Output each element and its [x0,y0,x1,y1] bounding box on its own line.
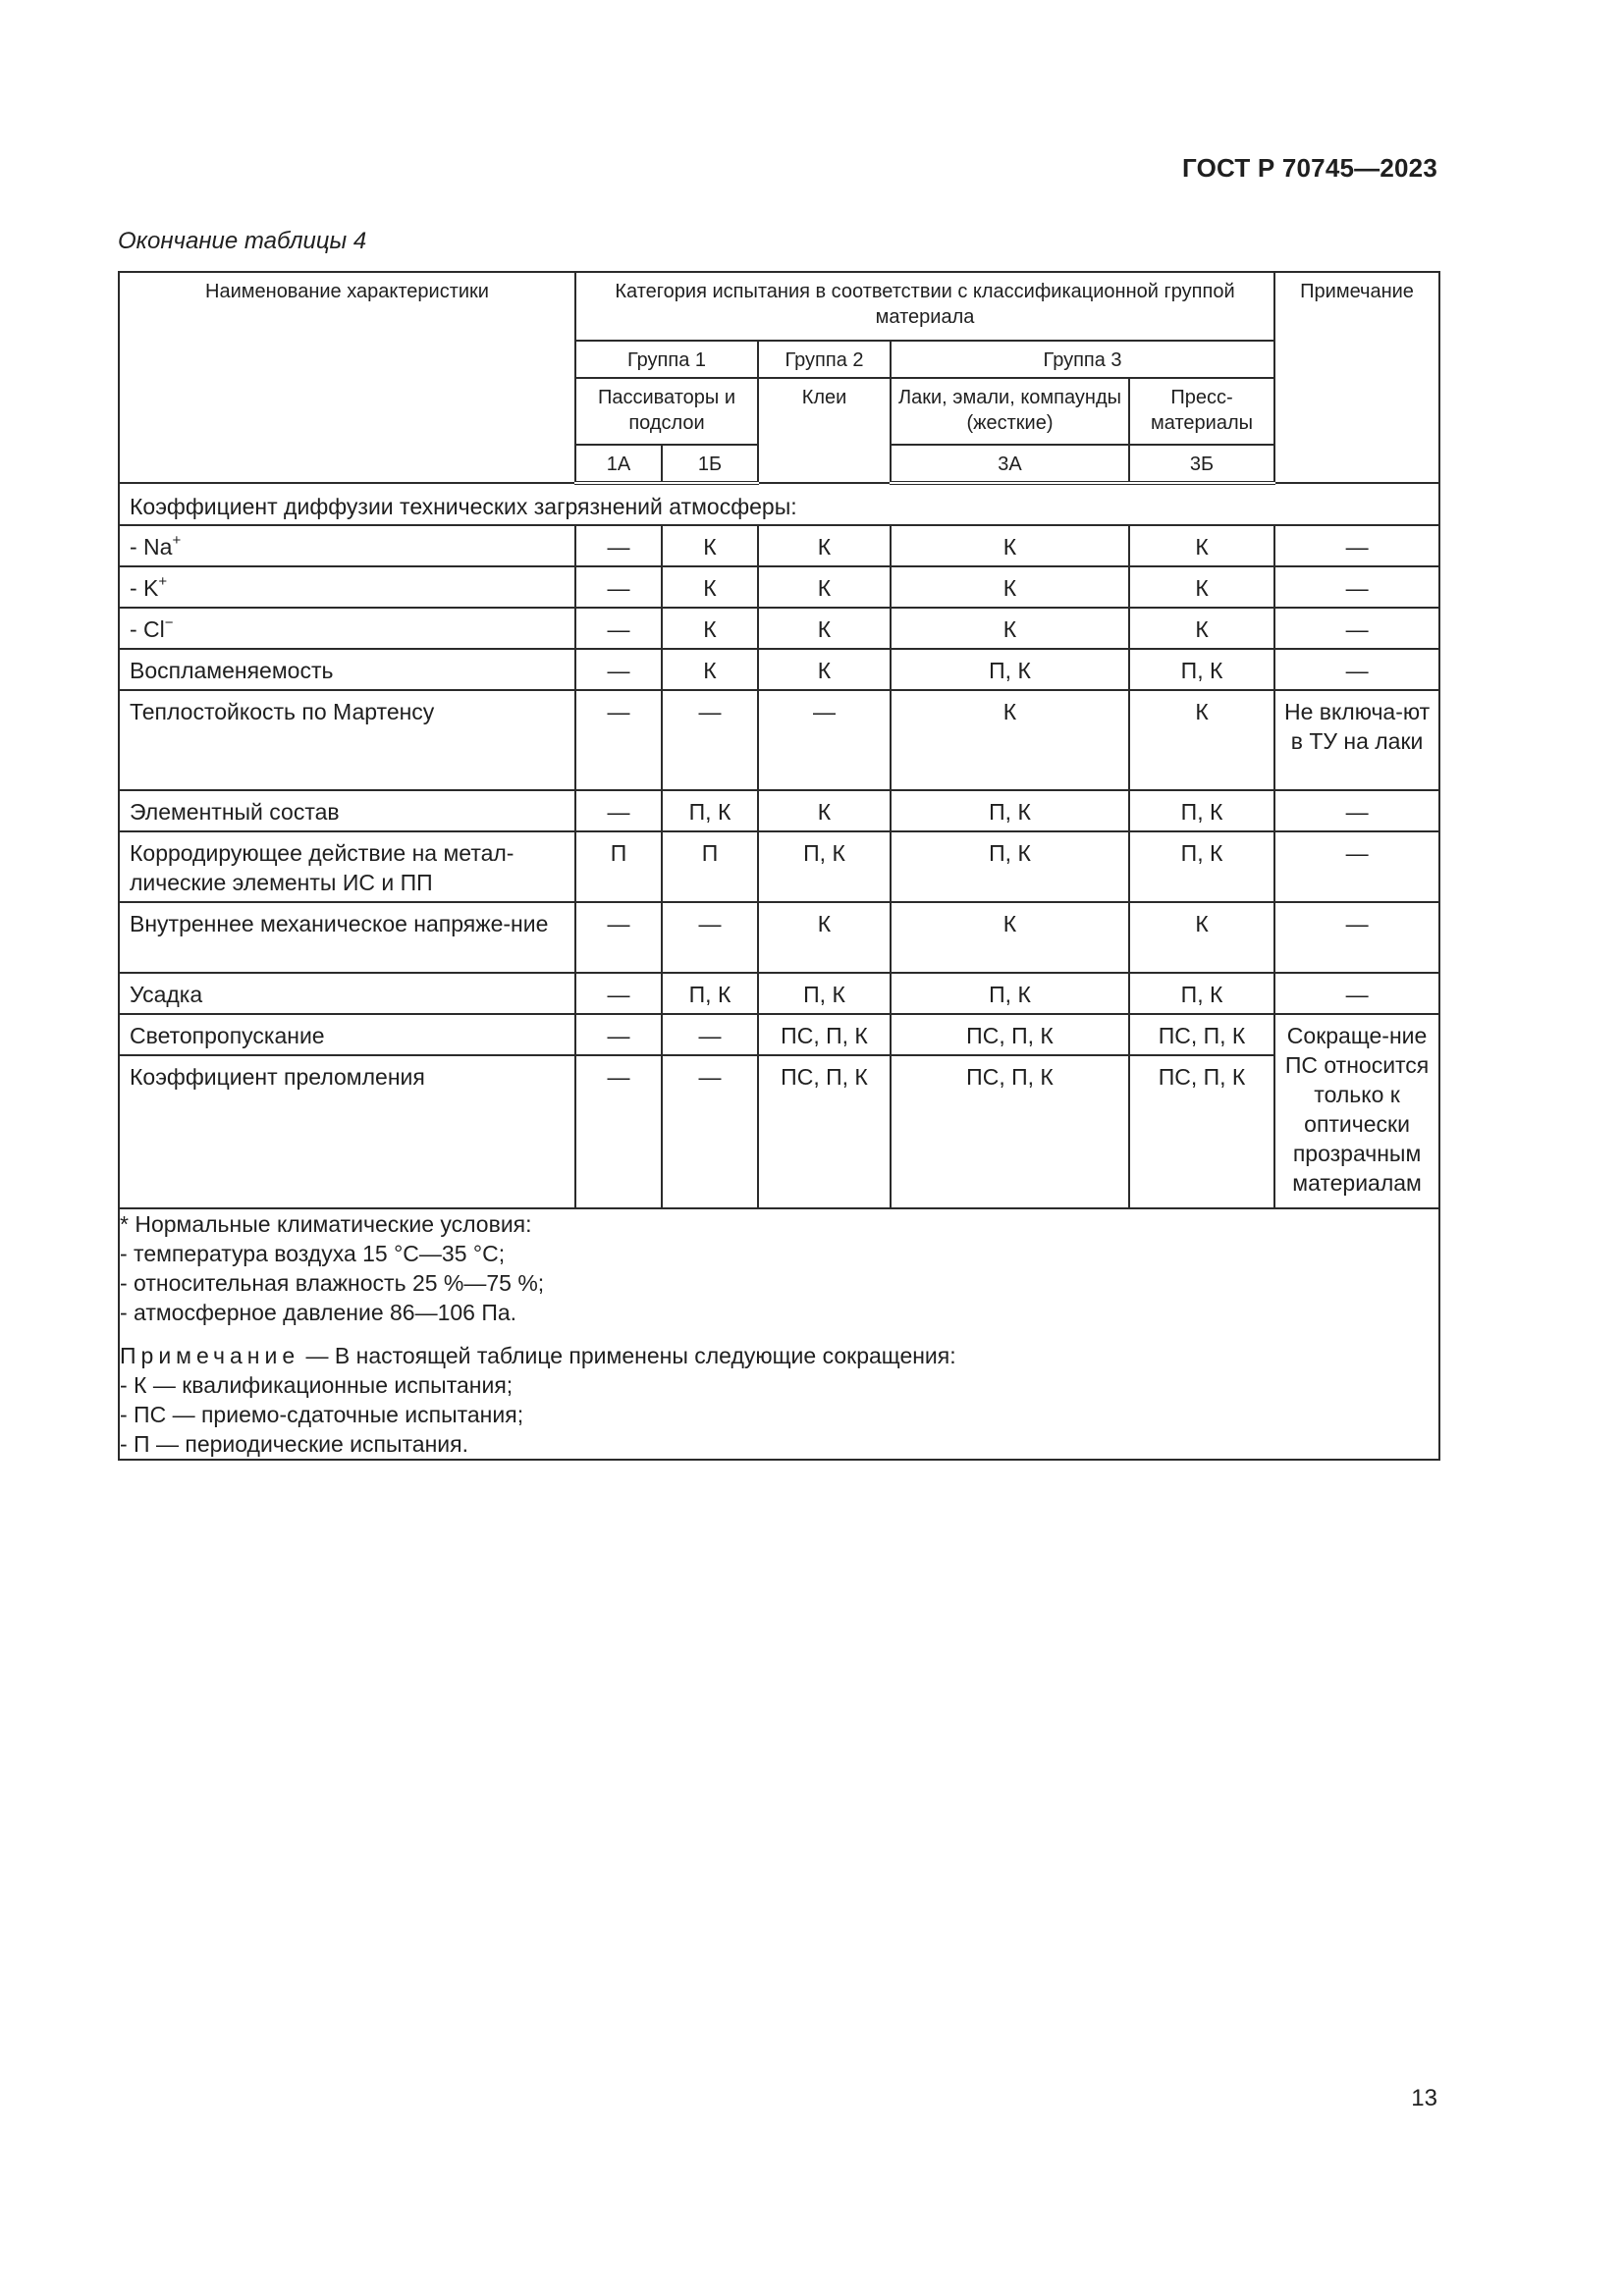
header-press: Пресс-материалы [1129,378,1274,445]
cell-1a: — [575,1055,662,1208]
cell-3a: К [891,566,1129,608]
row-name: - Na+ [119,525,575,566]
cell-3b: ПС, П, К [1129,1014,1274,1055]
cell-1a: — [575,608,662,649]
cell-note: — [1274,649,1439,690]
table-row [119,649,1439,690]
footer-line: - относительная влажность 25 %—75 %; [120,1270,545,1296]
header-category: Категория испытания в соответствии с классификационной группой материала [575,272,1274,341]
cell-3a: К [891,690,1129,790]
header-code-1b: 1Б [662,445,758,483]
cell-1b: К [662,649,758,690]
row-name: - Cl− [119,608,575,649]
cell-note: — [1274,790,1439,831]
cell-3a: ПС, П, К [891,1014,1129,1055]
cell-1b: К [662,608,758,649]
cell-3a: П, К [891,790,1129,831]
table-row [119,790,1439,831]
cell-2: К [758,608,891,649]
cell-3a: К [891,525,1129,566]
cell-3a: П, К [891,649,1129,690]
cell-1b: — [662,1014,758,1055]
table-row [119,1055,1439,1208]
cell-1b: П [662,831,758,902]
cell-1b: — [662,902,758,973]
table-footer [119,1208,1439,1460]
header-passivators: Пассиваторы и подслои [575,378,758,445]
cell-2: К [758,902,891,973]
cell-1b: П, К [662,790,758,831]
cell-note: — [1274,831,1439,902]
section-title: Коэффициент диффузии технических загрязнений атмосферы: [119,483,1439,525]
cell-3b: К [1129,690,1274,790]
header-note: Примечание [1274,272,1439,483]
cell-note-merged: Сокраще-ние ПС относится только к оптически прозрачным материалам [1274,1014,1439,1208]
cell-1b: — [662,690,758,790]
cell-note: Не включа-ют в ТУ на лаки [1274,690,1439,790]
cell-1a: — [575,690,662,790]
cell-1a: — [575,525,662,566]
header-group-1: Группа 1 [575,341,758,378]
note-text: — В настоящей таблице применены следующие сокращения: [299,1343,956,1368]
row-name: Элементный состав [119,790,575,831]
footer-line: - ПС — приемо-сдаточные испытания; [120,1402,524,1427]
footer-note [120,1341,1438,1370]
page-number: 13 [1411,2085,1437,2111]
cell-3a: ПС, П, К [891,1055,1129,1208]
footer-line: * Нормальные климатические условия: [120,1211,532,1237]
row-name: Внутреннее механическое напряже-ние [119,902,575,973]
cell-1a: — [575,902,662,973]
table-row [119,566,1439,608]
cell-1a: — [575,790,662,831]
row-name: Теплостойкость по Мартенсу [119,690,575,790]
cell-note: — [1274,608,1439,649]
cell-3b: П, К [1129,831,1274,902]
cell-1a: — [575,566,662,608]
cell-2: К [758,790,891,831]
cell-1a: — [575,1014,662,1055]
cell-3b: П, К [1129,973,1274,1014]
table-row [119,902,1439,973]
footer-line: - температура воздуха 15 °C—35 °C; [120,1241,506,1266]
cell-3b: К [1129,566,1274,608]
cell-1b: — [662,1055,758,1208]
cell-1a: — [575,649,662,690]
header-group-3: Группа 3 [891,341,1274,378]
row-name: Воспламеняемость [119,649,575,690]
cell-2: К [758,649,891,690]
table-row [119,973,1439,1014]
row-name: - K+ [119,566,575,608]
section-row [119,483,1439,525]
header-lacquers: Лаки, эмали, компаунды (жесткие) [891,378,1129,445]
cell-3b: П, К [1129,790,1274,831]
row-name: Светопропускание [119,1014,575,1055]
header-code-3a: 3А [891,445,1129,483]
note-label: Примечание [120,1343,300,1368]
footer-row [119,1208,1439,1460]
cell-2: К [758,566,891,608]
cell-1a: — [575,973,662,1014]
cell-3b: К [1129,525,1274,566]
cell-3a: П, К [891,831,1129,902]
cell-note: — [1274,902,1439,973]
cell-2: ПС, П, К [758,1055,891,1208]
cell-3b: П, К [1129,649,1274,690]
cell-2: П, К [758,973,891,1014]
header-char-name: Наименование характеристики [119,272,575,483]
document-code: ГОСТ Р 70745—2023 [1182,153,1437,183]
cell-3b: К [1129,608,1274,649]
header-group-2: Группа 2 [758,341,891,378]
cell-3a: П, К [891,973,1129,1014]
cell-2: ПС, П, К [758,1014,891,1055]
cell-3a: К [891,902,1129,973]
header-glues: Клеи [758,378,891,483]
table-row [119,690,1439,790]
cell-note: — [1274,525,1439,566]
cell-1b: П, К [662,973,758,1014]
cell-3b: К [1129,902,1274,973]
table-row [119,1014,1439,1055]
row-name: Усадка [119,973,575,1014]
header-row-1 [119,272,1439,341]
cell-1b: К [662,566,758,608]
cell-2: П, К [758,831,891,902]
cell-2: — [758,690,891,790]
table-caption: Окончание таблицы 4 [118,228,367,254]
table-row [119,831,1439,902]
footer-line: - П — периодические испытания. [120,1431,468,1457]
row-name: Коэффициент преломления [119,1055,575,1208]
table-row [119,525,1439,566]
footer-line: - атмосферное давление 86—106 Па. [120,1300,517,1325]
table-row [119,608,1439,649]
cell-3b: ПС, П, К [1129,1055,1274,1208]
row-name: Корродирующее действие на метал-лические элементы ИС и ПП [119,831,575,902]
cell-note: — [1274,973,1439,1014]
cell-2: К [758,525,891,566]
header-code-3b: 3Б [1129,445,1274,483]
spec-table [118,271,1440,1461]
cell-3a: К [891,608,1129,649]
header-code-1a: 1А [575,445,662,483]
cell-note: — [1274,566,1439,608]
footer-line: - К — квалификационные испытания; [120,1372,514,1398]
cell-1a: П [575,831,662,902]
cell-1b: К [662,525,758,566]
